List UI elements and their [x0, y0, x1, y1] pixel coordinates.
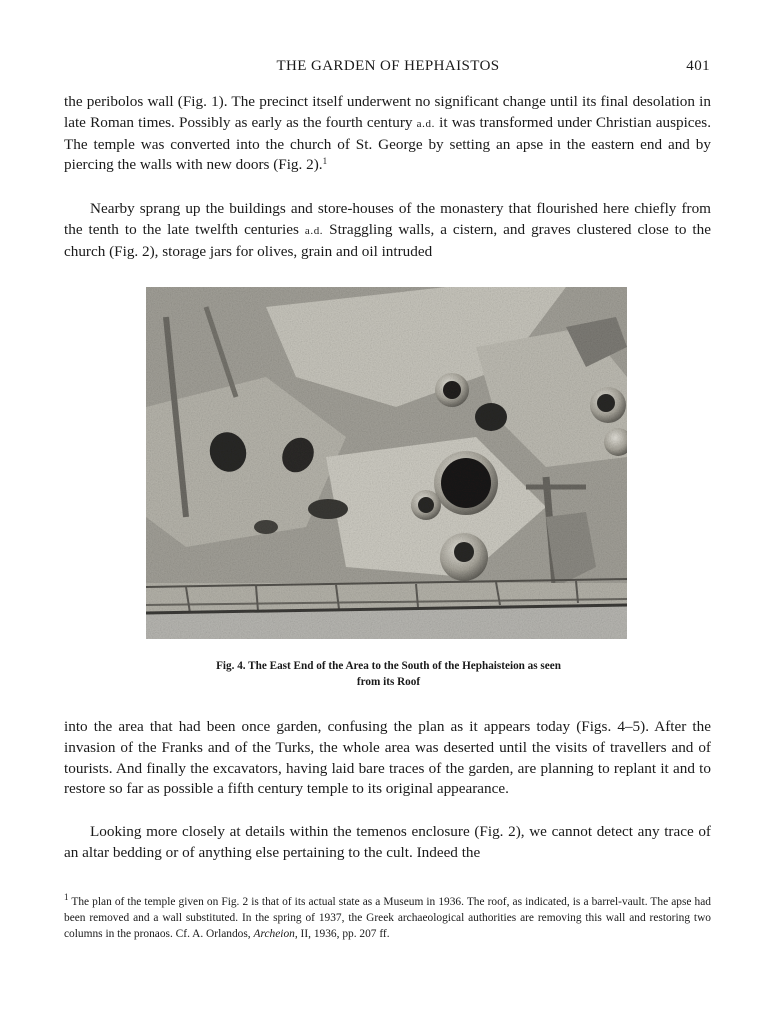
running-header — [64, 58, 712, 80]
figure-caption-line-2: from its Roof — [356, 676, 421, 688]
paragraph-1-text-a: the peribolos wall (Fig. 1). The precinct itself underwent no significant change until its final desolation in late Roman times. Possibly as early as the fourth century — [64, 93, 711, 131]
paragraph-4: Looking more closely at details within the temenos enclosure (Fig. 2), we cannot detect any trace of an altar bedding or of anything else pertaining to the cult. Indeed the — [64, 823, 711, 861]
footnote-journal-title: Archeion — [253, 928, 295, 940]
figure-caption-line-1: Fig. 4. The East End of the Area to the South of the Hephaisteion as seen — [216, 660, 561, 672]
paragraph-2-text-b: Straggling walls, a cistern, and graves clustered close to the church (Fig. 2), storage jars for olives, grain and oil intruded — [64, 220, 711, 260]
footnote-marker: 1 — [64, 892, 69, 902]
paragraph-2 — [64, 199, 711, 262]
footnote-reference: 1 — [322, 156, 328, 167]
footnote-text-b: , II, 1936, pp. 207 ff. — [294, 928, 390, 940]
era-abbreviation: a.d. — [416, 117, 435, 130]
footnote — [64, 894, 711, 942]
era-abbreviation: a.d. — [304, 224, 324, 237]
paragraph-1-text-b: it was transformed under Christian auspices. The temple was converted into the church of St. George by setting an apse in the eastern end and by piercing the walls with new doors (Fig. 2). — [64, 113, 711, 174]
paragraph-1 — [64, 92, 711, 176]
paragraph-2-text-a: Nearby sprang up the buildings and store-houses of the monastery that flourished here chiefly from the tenth to the late twelfth centuries — [64, 200, 711, 238]
figure-caption — [120, 658, 657, 690]
page-number: 401 — [686, 58, 710, 74]
paragraph-3: into the area that had been once garden, confusing the plan as it appears today (Figs. 4–5). After the invasion of the Franks and of the Turks, the whole area was deserted until the visits of travellers and of tourists. And finally the excavators, having laid bare traces of the garden, are planning to replant it and to restore so far as possible a fifth century temple to its original appearance. — [64, 718, 711, 798]
running-title: THE GARDEN OF HEPHAISTOS — [276, 58, 500, 74]
footnote-text-a: The plan of the temple given on Fig. 2 is that of its actual state as a Museum in 1936. The roof, as indicated, is a barrel-vault. The apse had been removed and a wall substituted. In the spring of 1937, the Greek archaeological authorities are removing this wall and restoring two columns in the pronaos. Cf. A. Orlandos, — [64, 896, 711, 940]
excavation-photograph — [146, 287, 627, 639]
